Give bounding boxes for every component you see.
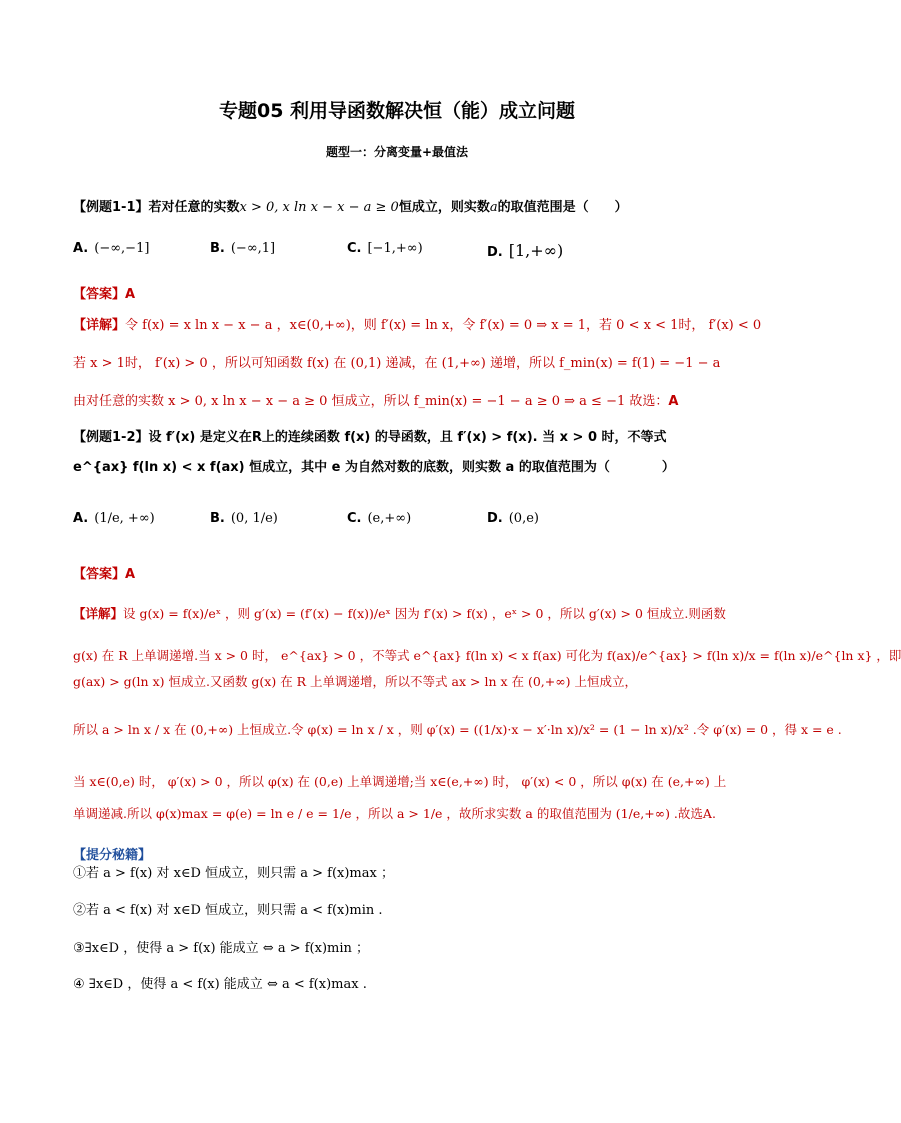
ex1-option-b[interactable]: B. (−∞,1]	[210, 241, 276, 256]
ex2-options	[73, 511, 733, 533]
ex1-options	[73, 241, 733, 263]
page-subtitle: 题型一：分离变量+最值法	[325, 145, 469, 159]
ex2-detail-line-6: 单调递减.所以 φ(x)max = φ(e) = ln e / e = 1/e ，所以 a > 1/e ，故所求实数 a 的取值范围为 (1/e,+∞) .故选A.	[73, 806, 716, 821]
ex1-option-c[interactable]: C. [−1,+∞)	[347, 241, 423, 256]
ex2-option-b[interactable]: B. (0, 1/e)	[210, 511, 278, 526]
ex2-stem-line-1: 【例题1-2】设 f′(x) 是定义在R上的连续函数 f(x) 的导函数，且 f′(x) > f(x). 当 x > 0 时，不等式	[73, 430, 667, 445]
ex2-option-d[interactable]: D. (0,e)	[487, 511, 539, 526]
ex1-detail-line-2: 若 x > 1时， f′(x) > 0 ，所以可知函数 f(x) 在 (0,1) 递减，在 (1,+∞) 递增，所以 f_min(x) = f(1) = −1 − a	[73, 356, 721, 371]
ex1-stem: 【例题1-1】若对任意的实数x > 0, x ln x − x − a ≥ 0恒成立，则实数a的取值范围是（ ）	[73, 200, 628, 215]
tip-4: ④ ∃x∈D ，使得 a < f(x) 能成立 ⇔ a < f(x)max .	[73, 977, 367, 992]
ex2-detail-line-3: g(ax) > g(ln x) 恒成立.又函数 g(x) 在 R 上单调递增，所以不等式 ax > ln x 在 (0,+∞) 上恒成立，	[73, 674, 638, 689]
tip-2: ②若 a < f(x) 对 x∈D 恒成立，则只需 a < f(x)min .	[73, 903, 383, 918]
tip-1: ①若 a > f(x) 对 x∈D 恒成立，则只需 a > f(x)max ；	[73, 866, 394, 881]
ex1-label: 【例题1-1】	[73, 200, 149, 215]
ex2-detail-line-1: 【详解】设 g(x) = f(x)/eˣ ，则 g′(x) = (f′(x) − f(x))/eˣ 因为 f′(x) > f(x) ，eˣ > 0 ，所以 g′(x) > 0 恒成立.则函数	[73, 606, 726, 621]
ex2-stem-line-2: e^{ax} f(ln x) < x f(ax) 恒成立，其中 e 为自然对数的底数，则实数 a 的取值范围为（ ）	[73, 460, 675, 475]
ex2-label: 【例题1-2】	[73, 430, 149, 445]
page-title: 专题05 利用导函数解决恒（能）成立问题	[218, 100, 576, 122]
ex1-option-a[interactable]: A. (−∞,−1]	[73, 241, 150, 256]
ex2-answer: 【答案】A	[73, 567, 136, 582]
ex2-option-a[interactable]: A. (1/e, +∞)	[73, 511, 155, 526]
tips-label: 【提分秘籍】	[73, 848, 152, 863]
ex1-option-d[interactable]: D. [1,+∞)	[487, 241, 564, 260]
ex1-condition: x > 0, x ln x − x − a ≥ 0	[239, 200, 399, 215]
ex1-detail-line-1: 【详解】令 f(x) = x ln x − x − a ，x∈(0,+∞)，则 f′(x) = ln x，令 f′(x) = 0 ⇒ x = 1，若 0 < x < 1时， f′(x) < 0	[73, 318, 762, 333]
ex2-detail-line-4: 所以 a > ln x / x 在 (0,+∞) 上恒成立.令 φ(x) = ln x / x ，则 φ′(x) = ((1/x)·x − x′·ln x)/x² = (1 − ln x)/x² .令 φ′(x) = 0 ，得 x = e .	[73, 722, 842, 737]
ex2-option-c[interactable]: C. (e,+∞)	[347, 511, 412, 526]
ex2-detail-line-5: 当 x∈(0,e) 时， φ′(x) > 0 ，所以 φ(x) 在 (0,e) 上单调递增;当 x∈(e,+∞) 时， φ′(x) < 0 ，所以 φ(x) 在 (e,+∞) 上	[73, 774, 727, 789]
ex1-answer: 【答案】A	[73, 287, 136, 302]
tip-3: ③∃x∈D ，使得 a > f(x) 能成立 ⇔ a > f(x)min ；	[73, 941, 370, 956]
ex2-detail-line-2: g(x) 在 R 上单调递增.当 x > 0 时， e^{ax} > 0 ，不等式 e^{ax} f(ln x) < x f(ax) 可化为 f(ax)/e^{ax} > f(ln x)/x = f(ln x)/e^{ln x} ，即	[73, 648, 901, 663]
ex1-detail-line-3: 由对任意的实数 x > 0, x ln x − x − a ≥ 0 恒成立，所以 f_min(x) = −1 − a ≥ 0 ⇒ a ≤ −1 故选：A	[73, 394, 679, 409]
